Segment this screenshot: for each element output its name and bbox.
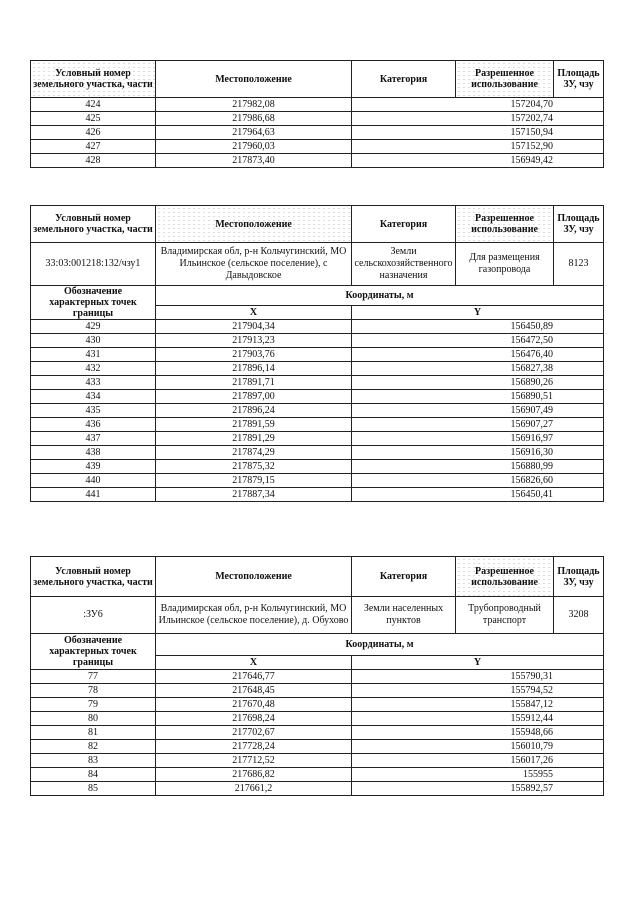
point-id: 427 — [31, 140, 156, 154]
coordinates-table-1 — [30, 60, 604, 168]
header-point-designation: Обозначение характерных точек границы — [31, 634, 156, 670]
coord-x: 217698,24 — [156, 712, 352, 726]
point-id: 435 — [31, 404, 156, 418]
parcel-category: Земли сельскохозяйственного назначения — [352, 243, 456, 286]
coord-x: 217904,34 — [156, 320, 352, 334]
coordinates-table-3 — [30, 556, 604, 796]
table-row — [31, 112, 604, 126]
coord-header-row — [31, 286, 604, 306]
table-row — [31, 126, 604, 140]
table-3-container — [30, 556, 603, 796]
point-id: 428 — [31, 154, 156, 168]
coord-y: 156010,79 — [352, 740, 604, 754]
point-id: 79 — [31, 698, 156, 712]
header-row — [31, 557, 604, 597]
coord-y: 157152,90 — [352, 140, 604, 154]
header-area: Площадь ЗУ, чзу — [554, 206, 604, 243]
table-1-body — [31, 98, 604, 168]
header-y: Y — [352, 656, 604, 670]
coord-x: 217873,40 — [156, 154, 352, 168]
table-row — [31, 446, 604, 460]
table-1-container — [30, 60, 603, 168]
coord-y: 156907,49 — [352, 404, 604, 418]
point-id: 429 — [31, 320, 156, 334]
table-2-container — [30, 205, 603, 502]
coord-y: 156880,99 — [352, 460, 604, 474]
coord-y: 157150,94 — [352, 126, 604, 140]
table-row — [31, 376, 604, 390]
header-area: Площадь ЗУ, чзу — [554, 61, 604, 98]
coord-y: 155892,57 — [352, 782, 604, 796]
table-2-body — [31, 320, 604, 502]
coord-y: 156949,42 — [352, 154, 604, 168]
table-row — [31, 154, 604, 168]
coord-y: 155912,44 — [352, 712, 604, 726]
coord-x: 217986,68 — [156, 112, 352, 126]
table-row — [31, 670, 604, 684]
coord-y: 156907,27 — [352, 418, 604, 432]
coord-x: 217891,59 — [156, 418, 352, 432]
point-id: 85 — [31, 782, 156, 796]
coord-x: 217913,23 — [156, 334, 352, 348]
table-row — [31, 348, 604, 362]
coord-y: 156450,41 — [352, 488, 604, 502]
point-id: 424 — [31, 98, 156, 112]
point-id: 77 — [31, 670, 156, 684]
coord-y: 156472,50 — [352, 334, 604, 348]
point-id: 78 — [31, 684, 156, 698]
coord-x: 217661,2 — [156, 782, 352, 796]
coord-x: 217648,45 — [156, 684, 352, 698]
point-id: 82 — [31, 740, 156, 754]
point-id: 430 — [31, 334, 156, 348]
header-parcel-number: Условный номер земельного участка, части — [31, 557, 156, 597]
table-row — [31, 432, 604, 446]
header-location: Местоположение — [156, 557, 352, 597]
coord-y: 156916,97 — [352, 432, 604, 446]
header-category: Категория — [352, 61, 456, 98]
coord-y: 155794,52 — [352, 684, 604, 698]
header-coordinates: Координаты, м — [156, 286, 604, 306]
parcel-category: Земли населенных пунктов — [352, 597, 456, 634]
table-row — [31, 320, 604, 334]
coordinates-table-2 — [30, 205, 604, 502]
header-parcel-number: Условный номер земельного участка, части — [31, 206, 156, 243]
coord-y: 155847,12 — [352, 698, 604, 712]
header-permitted-use: Разрешенное использование — [456, 61, 554, 98]
coord-x: 217964,63 — [156, 126, 352, 140]
table-row — [31, 488, 604, 502]
table-row — [31, 460, 604, 474]
table-row — [31, 712, 604, 726]
coord-y: 157202,74 — [352, 112, 604, 126]
parcel-permitted-use: Трубопроводный транспорт — [456, 597, 554, 634]
point-id: 441 — [31, 488, 156, 502]
table-row — [31, 98, 604, 112]
point-id: 83 — [31, 754, 156, 768]
coord-y: 155955 — [352, 768, 604, 782]
header-permitted-use: Разрешенное использование — [456, 206, 554, 243]
coord-y: 155948,66 — [352, 726, 604, 740]
table-row — [31, 390, 604, 404]
coord-y: 156827,38 — [352, 362, 604, 376]
coord-x: 217874,29 — [156, 446, 352, 460]
coord-y: 155790,31 — [352, 670, 604, 684]
coord-y: 157204,70 — [352, 98, 604, 112]
coord-x: 217896,14 — [156, 362, 352, 376]
coord-x: 217728,24 — [156, 740, 352, 754]
coord-x: 217887,34 — [156, 488, 352, 502]
point-id: 432 — [31, 362, 156, 376]
point-id: 80 — [31, 712, 156, 726]
coord-y: 156017,26 — [352, 754, 604, 768]
table-row — [31, 418, 604, 432]
header-x: X — [156, 306, 352, 320]
header-coordinates: Координаты, м — [156, 634, 604, 656]
header-category: Категория — [352, 557, 456, 597]
point-id: 81 — [31, 726, 156, 740]
header-y: Y — [352, 306, 604, 320]
parcel-permitted-use: Для размещения газопровода — [456, 243, 554, 286]
coord-x: 217903,76 — [156, 348, 352, 362]
header-location: Местоположение — [156, 61, 352, 98]
table-row — [31, 334, 604, 348]
point-id: 426 — [31, 126, 156, 140]
header-parcel-number: Условный номер земельного участка, части — [31, 61, 156, 98]
table-row — [31, 726, 604, 740]
parcel-number: :ЗУ6 — [31, 597, 156, 634]
coord-x: 217891,71 — [156, 376, 352, 390]
coord-x: 217646,77 — [156, 670, 352, 684]
point-id: 437 — [31, 432, 156, 446]
coord-y: 156476,40 — [352, 348, 604, 362]
table-row — [31, 768, 604, 782]
coord-x: 217686,82 — [156, 768, 352, 782]
table-3-body — [31, 670, 604, 796]
table-row — [31, 698, 604, 712]
header-area: Площадь ЗУ, чзу — [554, 557, 604, 597]
point-id: 433 — [31, 376, 156, 390]
coord-x: 217712,52 — [156, 754, 352, 768]
table-row — [31, 782, 604, 796]
parcel-location: Владимирская обл, р-н Кольчугинский, МО Ильинское (сельское поселение), д. Обухово — [156, 597, 352, 634]
point-id: 440 — [31, 474, 156, 488]
coord-x: 217982,08 — [156, 98, 352, 112]
coord-y: 156890,26 — [352, 376, 604, 390]
header-location: Местоположение — [156, 206, 352, 243]
point-id: 438 — [31, 446, 156, 460]
coord-y: 156890,51 — [352, 390, 604, 404]
coord-y: 156916,30 — [352, 446, 604, 460]
table-row — [31, 740, 604, 754]
coord-x: 217702,67 — [156, 726, 352, 740]
coord-x: 217897,00 — [156, 390, 352, 404]
header-permitted-use: Разрешенное использование — [456, 557, 554, 597]
coord-header-row — [31, 634, 604, 656]
coord-y: 156450,89 — [352, 320, 604, 334]
table-row — [31, 404, 604, 418]
parcel-info-row — [31, 597, 604, 634]
header-category: Категория — [352, 206, 456, 243]
point-id: 425 — [31, 112, 156, 126]
table-row — [31, 684, 604, 698]
coord-x: 217670,48 — [156, 698, 352, 712]
point-id: 84 — [31, 768, 156, 782]
coord-x: 217879,15 — [156, 474, 352, 488]
point-id: 434 — [31, 390, 156, 404]
point-id: 431 — [31, 348, 156, 362]
header-row — [31, 61, 604, 98]
parcel-location: Владимирская обл, р-н Кольчугинский, МО Ильинское (сельское поселение), с Давыдовское — [156, 243, 352, 286]
header-x: X — [156, 656, 352, 670]
table-row — [31, 140, 604, 154]
point-id: 436 — [31, 418, 156, 432]
header-point-designation: Обозначение характерных точек границы — [31, 286, 156, 320]
coord-x: 217891,29 — [156, 432, 352, 446]
point-id: 439 — [31, 460, 156, 474]
coord-y: 156826,60 — [352, 474, 604, 488]
parcel-info-row — [31, 243, 604, 286]
table-row — [31, 362, 604, 376]
coord-x: 217896,24 — [156, 404, 352, 418]
parcel-area: 8123 — [554, 243, 604, 286]
parcel-number: 33:03:001218:132/чзу1 — [31, 243, 156, 286]
table-row — [31, 474, 604, 488]
coord-x: 217960,03 — [156, 140, 352, 154]
table-row — [31, 754, 604, 768]
parcel-area: 3208 — [554, 597, 604, 634]
header-row — [31, 206, 604, 243]
coord-x: 217875,32 — [156, 460, 352, 474]
